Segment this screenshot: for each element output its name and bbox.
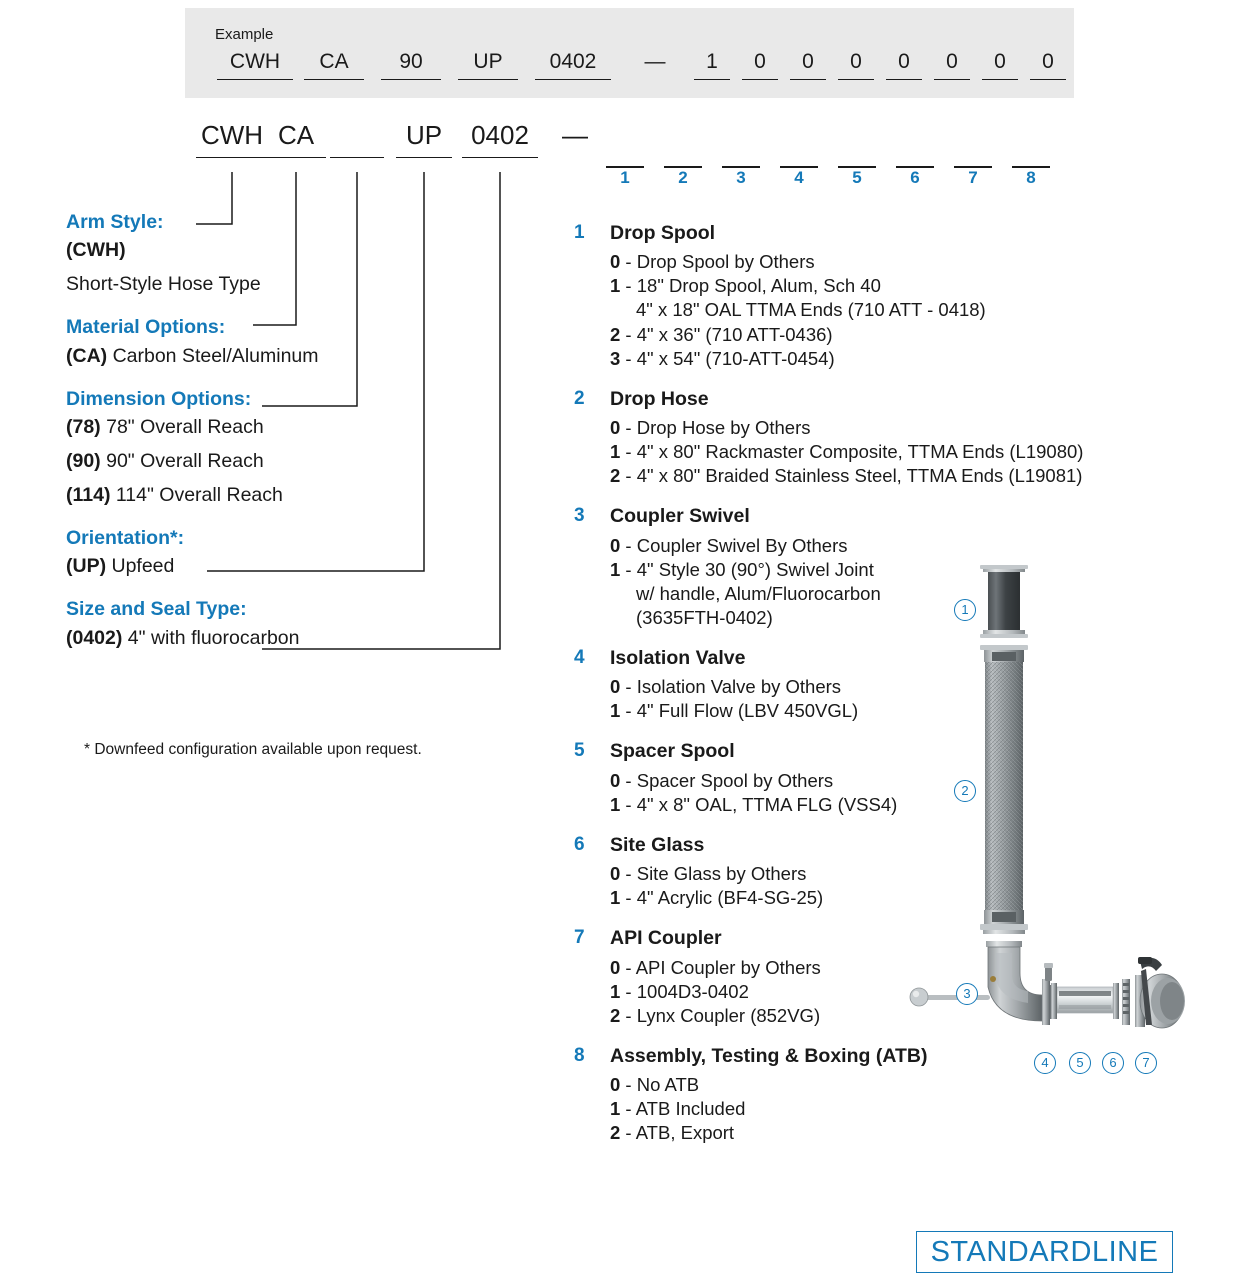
option-code: (114) [66,484,111,507]
spec-option-key: 1 [610,887,621,909]
spec-option-text: - Coupler Swivel By Others [620,534,848,556]
spec-section-number: 5 [574,740,585,762]
example-segment-3: 90 [381,50,441,80]
product-assembly-photo [900,555,1200,1085]
left-options-column [66,212,536,651]
spec-option-text: - 4" x 8" OAL, TTMA FLG (VSS4) [620,793,898,815]
spec-option [610,347,1174,371]
example-segment-2: CA [304,50,364,80]
spec-option-continuation: w/ handle, Alum/Fluorocarbon [636,582,881,604]
spec-option-text: - 4" Full Flow (LBV 450VGL) [620,700,859,722]
spec-option [610,440,1174,464]
option-line [66,344,536,369]
spec-option-text: - 4" x 36" (710 ATT-0436) [620,323,833,345]
spec-option-text: - Spacer Spool by Others [620,769,834,791]
example-digit-4: 0 [838,50,874,80]
spec-option-text: - Site Glass by Others [620,863,807,885]
code-segment-5: 0402 [462,120,538,158]
spec-option-continuation: 4" x 18" OAL TTMA Ends (710 ATT - 0418) [636,299,986,321]
spec-option-key: 2 [610,1122,621,1144]
spec-option-key: 1 [610,793,621,815]
code-segment-2: CA [266,120,326,158]
example-segment-5: 0402 [535,50,611,80]
spec-option [610,1097,1174,1121]
spec-option-text: - API Coupler by Others [620,956,821,978]
option-group-3 [66,389,536,508]
option-group-heading: Size and Seal Type: [66,598,247,621]
spec-option-key: 1 [610,558,621,580]
option-code: (90) [66,450,101,473]
option-text: 78" Overall Reach [100,416,264,439]
callout-7: 7 [1135,1052,1157,1074]
code-position-slot-5 [838,150,876,168]
spec-section-title: Assembly, Testing & Boxing (ATB) [610,1044,928,1067]
spec-option-text: - Drop Hose by Others [620,417,811,439]
spec-option-key: 1 [610,275,621,297]
code-position-slot-7 [954,150,992,168]
spec-option [610,250,1174,274]
spec-option-text: - ATB, Export [620,1122,735,1144]
spec-option-text: - ATB Included [620,1098,746,1120]
option-line [66,415,536,440]
spec-section-title: API Coupler [610,927,722,950]
spec-option-key: 1 [610,980,621,1002]
option-code: (CWH) [66,239,126,262]
spec-option [610,323,1174,347]
code-position-label-5: 5 [852,168,862,187]
code-position-label-7: 7 [968,168,978,187]
option-text: Short-Style Hose Type [66,273,261,296]
example-digit-1: 1 [694,50,730,80]
option-code: (CA) [66,344,108,367]
spec-option-key: 3 [610,347,621,369]
spec-option-continuation: (3635FTH-0402) [636,606,773,628]
spec-section-number: 4 [574,646,585,668]
code-segment-4: UP [396,120,452,158]
spec-option-text: - 4" x 80" Braided Stainless Steel, TTMA Ends (L19081) [620,465,1083,487]
spec-option-text: - 4" Style 30 (90°) Swivel Joint [620,558,874,580]
option-line [66,272,536,297]
spec-option [610,416,1174,440]
spec-option-key: 2 [610,1004,621,1026]
code-position-label-2: 2 [678,168,688,187]
example-digit-3: 0 [790,50,826,80]
spec-option-text: - Drop Spool by Others [620,251,815,273]
spec-section-title: Isolation Valve [610,646,746,669]
option-text: Upfeed [106,555,175,578]
code-position-label-3: 3 [736,168,746,187]
example-digit-2: 0 [742,50,778,80]
code-position-label-4: 4 [794,168,804,187]
standardline-logo [916,1231,1173,1273]
spec-option-text: - 18" Drop Spool, Alum, Sch 40 [620,275,881,297]
option-line [66,449,536,474]
spec-option-key: 1 [610,700,621,722]
spec-section-number: 7 [574,927,585,949]
spec-option [610,534,1174,558]
option-code: (78) [66,416,101,439]
code-position-label-1: 1 [620,168,630,187]
callout-6: 6 [1102,1052,1124,1074]
logo-text: STANDARDLINE [930,1235,1159,1268]
option-group-heading: Dimension Options: [66,387,252,410]
code-position-label-8: 8 [1026,168,1036,187]
code-segment-1: CWH [196,120,268,158]
spec-option-key: 1 [610,1098,621,1120]
example-segment-4: UP [458,50,518,80]
example-digit-8: 0 [1030,50,1066,80]
spec-section-number: 1 [574,222,585,243]
spec-option-key: 0 [610,417,621,439]
spec-option-text: - 4" x 54" (710-ATT-0454) [620,347,835,369]
spec-option [610,1121,1174,1145]
spec-section-number: 3 [574,505,585,527]
spec-option-text: - Lynx Coupler (852VG) [620,1004,821,1026]
spec-section-title: Site Glass [610,833,705,856]
spec-option-key: 0 [610,1074,621,1096]
code-segment-3 [330,120,384,158]
callout-4: 4 [1034,1052,1056,1074]
spec-section-2 [574,388,1174,489]
callout-2: 2 [954,780,976,802]
spec-option [610,464,1174,488]
option-line [66,626,536,651]
spec-option-key: 0 [610,534,621,556]
spec-option-text: - 4" Acrylic (BF4-SG-25) [620,887,824,909]
option-code: (UP) [66,555,107,578]
option-text: 90" Overall Reach [100,450,264,473]
code-position-slot-2 [664,150,702,168]
footnote: * Downfeed configuration available upon request. [84,741,422,758]
example-digit-6: 0 [934,50,970,80]
spec-option-key: 2 [610,323,621,345]
spec-option-key: 2 [610,465,621,487]
spec-option-key: 0 [610,956,621,978]
spec-option-key: 0 [610,863,621,885]
option-text: Carbon Steel/Aluminum [107,344,319,367]
spec-section-title: Drop Hose [610,387,709,410]
spec-option-text: - Isolation Valve by Others [620,676,842,698]
example-label: Example [215,26,274,43]
spec-option-text: - 4" x 80" Rackmaster Composite, TTMA Ends (L19080) [620,441,1084,463]
code-position-slot-6 [896,150,934,168]
option-text: 4" with fluorocarbon [122,626,300,649]
callout-5: 5 [1069,1052,1091,1074]
example-bar [185,8,1074,98]
code-position-slot-3 [722,150,760,168]
spec-section-number: 6 [574,833,585,855]
spec-section-options [610,416,1174,488]
example-separator: — [644,50,666,73]
option-group-heading: Material Options: [66,316,226,339]
callout-3: 3 [956,983,978,1005]
option-group-5 [66,599,536,650]
option-group-1 [66,212,536,297]
spec-option-key: 0 [610,769,621,791]
spec-section-number: 2 [574,387,585,409]
option-group-heading: Arm Style: [66,211,164,233]
code-position-slot-4 [780,150,818,168]
option-line [66,238,536,263]
spec-option-key: 0 [610,676,621,698]
spec-section-options [610,250,1174,370]
option-code: (0402) [66,626,123,649]
spec-section-title: Spacer Spool [610,740,735,763]
callout-1: 1 [954,599,976,621]
assembly-illustration [900,555,1200,1085]
spec-section-1 [574,222,1174,371]
code-position-slot-1 [606,150,644,168]
spec-section-number: 8 [574,1044,585,1066]
spec-option [610,274,1174,322]
example-digit-5: 0 [886,50,922,80]
option-line [66,554,536,579]
option-text: 114" Overall Reach [110,484,283,507]
spec-section-title: Coupler Swivel [610,505,750,528]
model-code-diagram [0,120,1234,200]
spec-option-key: 1 [610,441,621,463]
spec-option-text: - No ATB [620,1074,700,1096]
spec-option-key: 0 [610,251,621,273]
code-separator: — [562,120,588,150]
example-digit-7: 0 [982,50,1018,80]
code-position-slot-8 [1012,150,1050,168]
option-line [66,483,536,508]
example-segment-1: CWH [217,50,293,80]
spec-section-title: Drop Spool [610,222,716,244]
option-group-2 [66,317,536,368]
option-group-heading: Orientation*: [66,527,185,550]
code-position-label-6: 6 [910,168,920,187]
option-group-4 [66,528,536,579]
spec-option-text: - 1004D3-0402 [620,980,749,1002]
